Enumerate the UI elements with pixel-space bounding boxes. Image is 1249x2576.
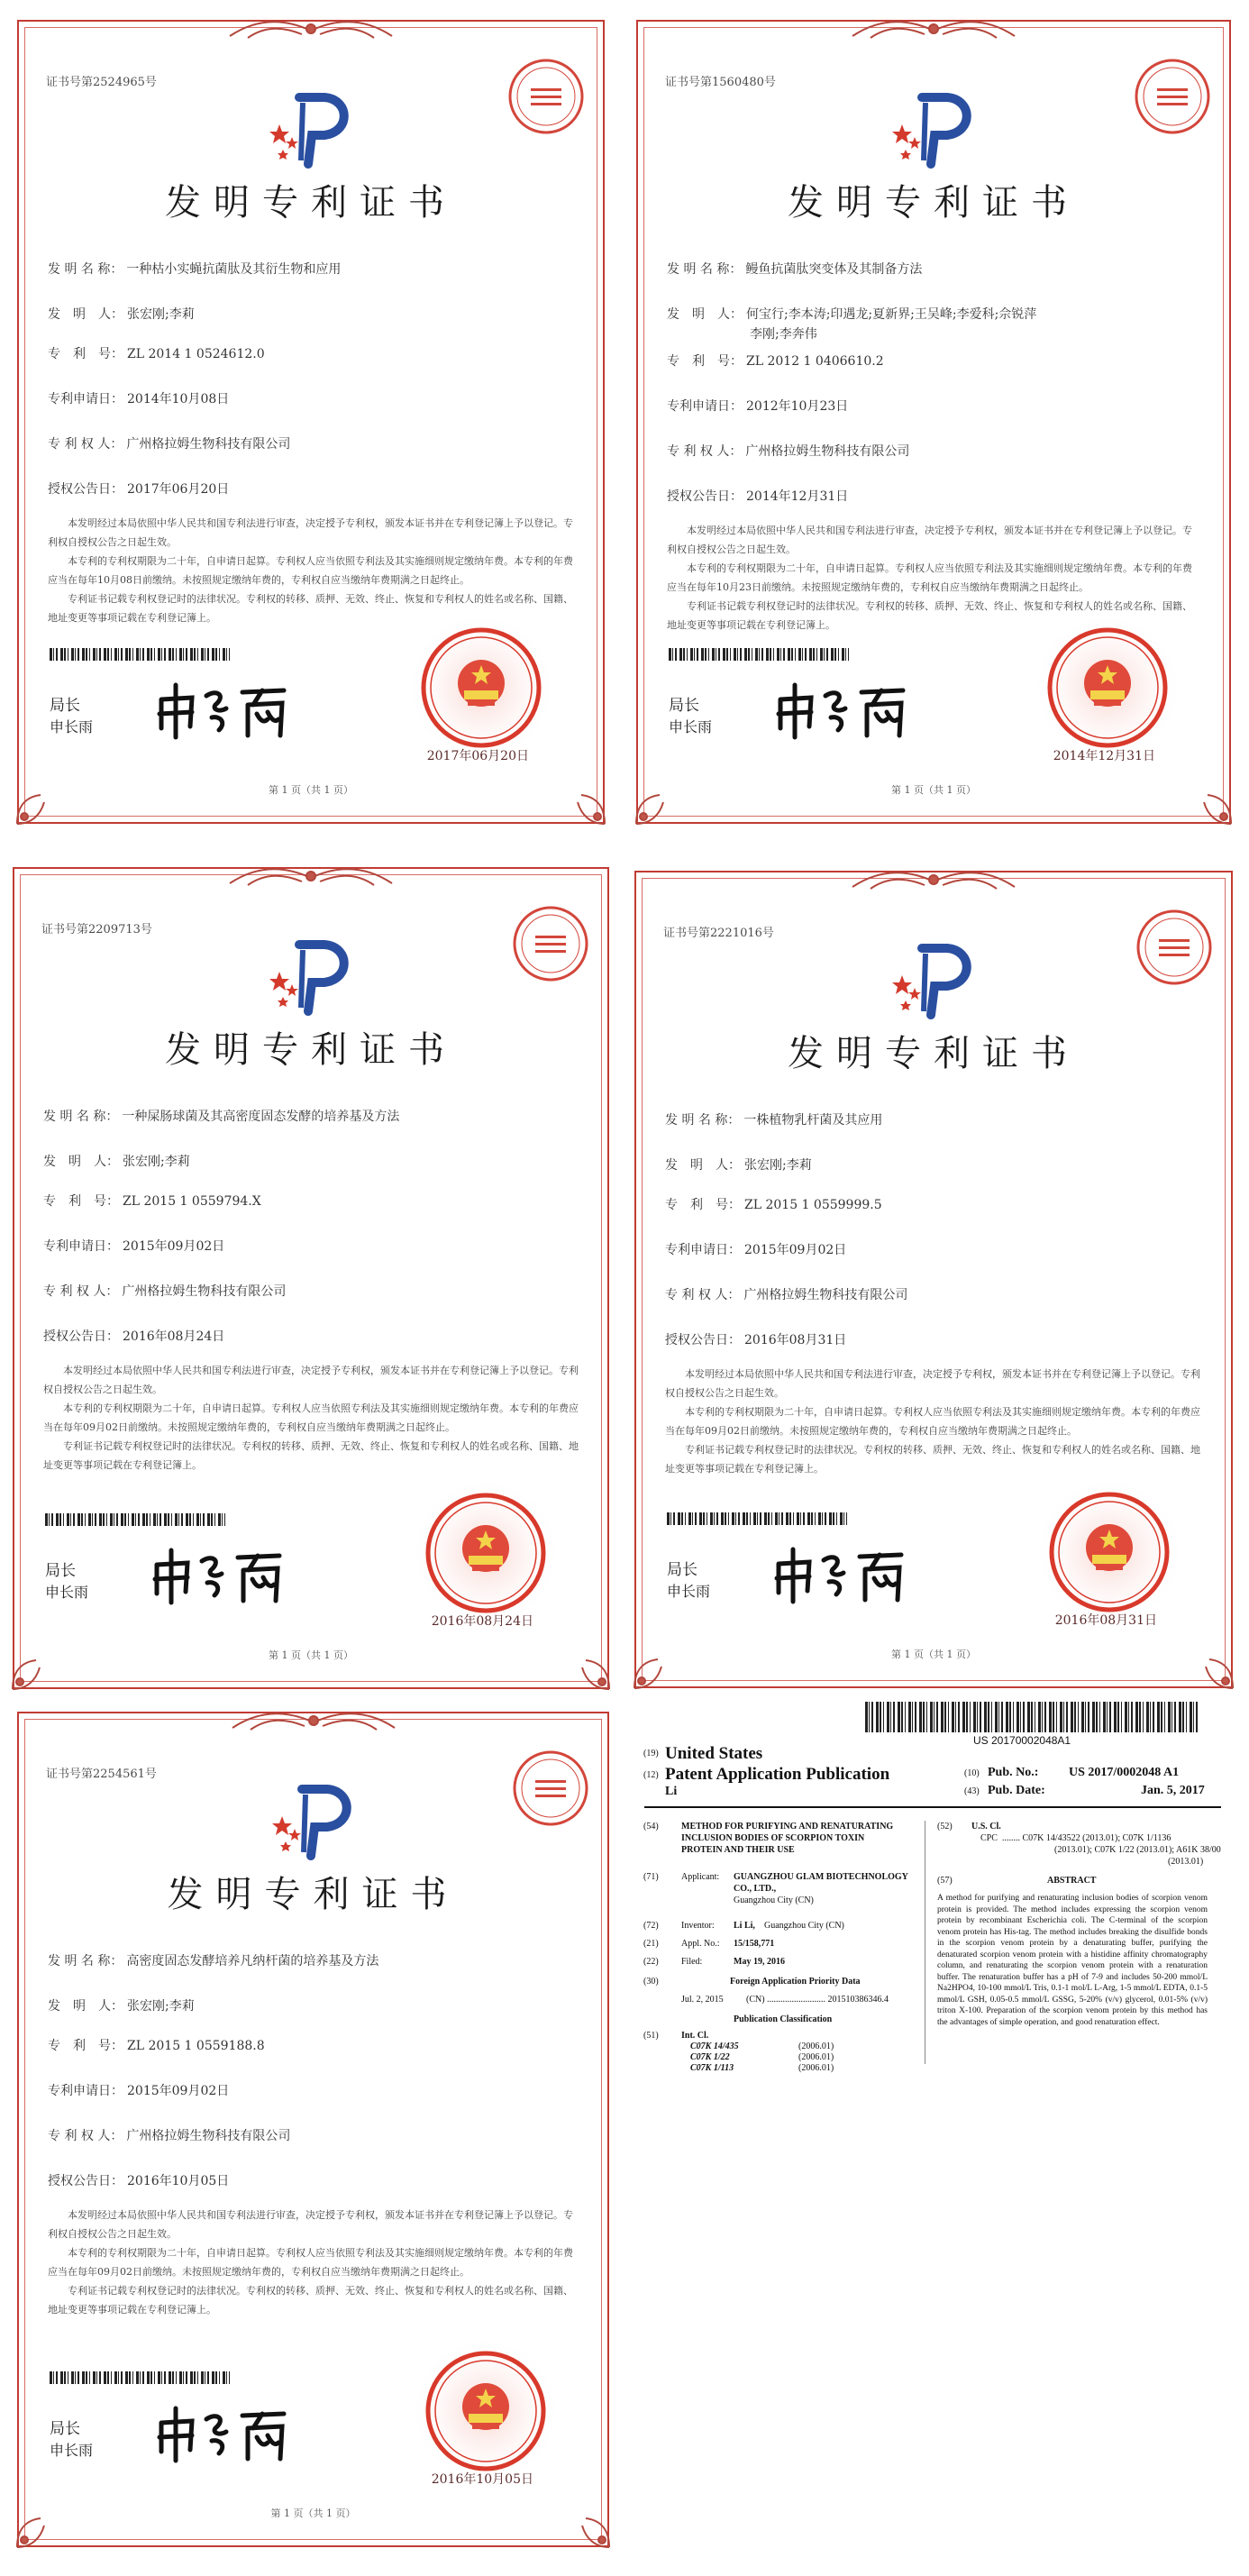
patent-certificate <box>631 867 1236 1692</box>
us-country: United States <box>665 1744 763 1763</box>
national-seal-icon <box>409 2334 562 2488</box>
top-ornament <box>221 16 401 43</box>
national-seal-icon <box>409 1476 562 1630</box>
commissioner-name: 申长雨 <box>45 1584 89 1601</box>
invention-name-field <box>48 1951 378 1969</box>
filed-date: May 19, 2016 <box>734 1957 785 1967</box>
filed-label: Filed: <box>681 1957 703 1967</box>
invention-label: 发 明 名 称： <box>48 262 123 277</box>
filing-date-label: 专利申请日： <box>48 2084 123 2098</box>
patent-number: ZL 2012 1 0406610.2 <box>746 354 884 369</box>
patentee-label: 专 利 权 人： <box>667 444 743 459</box>
inventor-names: 张宏刚;李莉 <box>127 307 195 322</box>
commissioner-signature-icon <box>768 672 921 744</box>
filing-date-field <box>665 1240 846 1258</box>
us-barcode-number: US 20170002048A1 <box>973 1734 1071 1747</box>
patent-number-label: 专 利 号： <box>43 1194 119 1209</box>
appl-no: 15/158,771 <box>734 1939 775 1949</box>
inventor-field <box>43 1152 190 1170</box>
certificate-number: 证书号第2209713号 <box>41 923 152 936</box>
filing-date: 2012年10月23日 <box>746 399 849 414</box>
intcl-row <box>690 2042 907 2052</box>
inventor-city: Guangzhou City (CN) <box>764 1921 844 1931</box>
intcl-date: (2006.01) <box>798 2052 834 2062</box>
certificate-title: 发明专利证书 <box>788 1033 1080 1074</box>
patent-number: ZL 2015 1 0559794.X <box>123 1194 261 1209</box>
commissioner-label: 局长 <box>669 697 699 715</box>
intcl-date: (2006.01) <box>798 2042 834 2051</box>
patent-certificate <box>9 863 613 1693</box>
body-paragraph: 本发明经过本局依照中华人民共和国专利法进行审查，决定授予专利权，颁发本证书并在专利登记簿上予以登记。专利权自授权公告之日起生效。 <box>48 2209 573 2240</box>
foreign-cn: (CN) .......................... 201510386346.4 <box>746 1995 889 2005</box>
cpc-label: CPC <box>980 1833 998 1843</box>
body-paragraph: 本专利的专利权期限为二十年，自申请日起算。专利权人应当依照专利法及其实施细则规定缴纳年费。本专利的年费应当在每年09月02日前缴纳。未按照规定缴纳年费的，专利权自应当缴纳年费期满之日起终止。 <box>665 1406 1200 1437</box>
commissioner-label: 局长 <box>45 1562 76 1580</box>
inventor-label: 发 明 人： <box>48 307 123 322</box>
invention-label: 发 明 名 称： <box>665 1113 741 1128</box>
patentee-field <box>48 2126 290 2144</box>
inventor-field <box>48 305 195 323</box>
code-71: (71) <box>643 1872 659 1882</box>
cnipa-logo-icon <box>264 1780 363 1861</box>
grant-date: 2014年12月31日 <box>746 489 849 504</box>
patentee: 广州格拉姆生物科技有限公司 <box>126 2129 291 2143</box>
patent-number: ZL 2015 1 0559188.8 <box>127 2039 265 2053</box>
code-57: (57) <box>937 1876 953 1886</box>
grant-date-label: 授权公告日： <box>48 2174 123 2188</box>
invention-name: 一种屎肠球菌及其高密度固态发酵的培养基及方法 <box>122 1110 400 1124</box>
patent-number-field <box>665 1195 882 1213</box>
commissioner-label: 局长 <box>50 2420 80 2438</box>
top-ornament <box>221 863 401 891</box>
page-number: 第 1 页（共 1 页） <box>270 2507 356 2519</box>
code-10: (10) <box>964 1768 980 1778</box>
grant-date-field <box>48 480 229 498</box>
patent-number-field <box>48 2036 265 2054</box>
grant-date-label: 授权公告日： <box>48 482 123 497</box>
filing-date: 2015年09月02日 <box>744 1243 847 1257</box>
patentee-field <box>48 434 290 452</box>
code-52: (52) <box>937 1822 953 1832</box>
page-number: 第 1 页（共 1 页） <box>269 784 353 796</box>
patent-number: ZL 2015 1 0559999.5 <box>744 1198 882 1212</box>
invention-name: 鳗鱼抗菌肽突变体及其制备方法 <box>745 262 923 277</box>
certificate-body <box>665 1365 1202 1478</box>
cnipa-logo-icon <box>884 88 983 169</box>
filing-date-field <box>48 2081 229 2099</box>
certificate-number: 证书号第2221016号 <box>663 927 774 940</box>
top-ornament <box>843 16 1024 43</box>
invention-name: 一种枯小实蝇抗菌肽及其衍生物和应用 <box>126 262 342 277</box>
code-51: (51) <box>643 2031 659 2041</box>
patentee: 广州格拉姆生物科技有限公司 <box>745 444 910 459</box>
us-title: METHOD FOR PURIFYING AND RENATURATING INCLUSION BODIES OF SCORPION TOXIN PROTEIN AND THEIR USE <box>681 1822 894 1855</box>
certificate-number: 证书号第1560480号 <box>665 76 776 89</box>
invention-label: 发 明 名 称： <box>667 262 743 277</box>
invention-name: 高密度固态发酵培养凡纳杆菌的培养基及方法 <box>126 1954 379 1969</box>
inventor-names: 张宏刚;李莉 <box>127 1999 195 2014</box>
grant-date-label: 授权公告日： <box>665 1333 741 1347</box>
cpc-line-3: (2013.01) <box>1168 1857 1204 1867</box>
seal-date: 2014年12月31日 <box>1053 749 1155 763</box>
commissioner-name: 申长雨 <box>50 718 94 735</box>
code-54: (54) <box>643 1822 659 1832</box>
inventor-names: 张宏刚;李莉 <box>744 1158 812 1173</box>
seal-date: 2016年10月05日 <box>431 2472 533 2487</box>
filing-date-label: 专利申请日： <box>667 399 743 414</box>
grant-date: 2017年06月20日 <box>127 482 230 497</box>
applicant-city: Guangzhou City (CN) <box>734 1895 814 1905</box>
certificate-body <box>48 2206 579 2319</box>
body-paragraph: 专利证书记载专利权登记时的法律状况。专利权的转移、质押、无效、终止、恢复和专利权人的姓名或名称、国籍、地址变更等事项记载在专利登记簿上。 <box>43 1440 579 1471</box>
inventor-label: 发 明 人： <box>665 1158 741 1173</box>
body-paragraph: 专利证书记载专利权登记时的法律状况。专利权的转移、质押、无效、终止、恢复和专利权人的姓名或名称、国籍、地址变更等事项记载在专利登记簿上。 <box>667 600 1192 631</box>
us-barcode <box>865 1702 1199 1732</box>
body-paragraph: 本发明经过本局依照中华人民共和国专利法进行审查，决定授予专利权，颁发本证书并在专利登记簿上予以登记。专利权自授权公告之日起生效。 <box>48 517 573 548</box>
code-19: (19) <box>643 1749 659 1758</box>
office-seal-icon <box>1134 58 1211 135</box>
invention-label: 发 明 名 称： <box>48 1954 123 1969</box>
inventor-field <box>667 305 1036 323</box>
intcl-code: C07K 14/435 <box>690 2042 739 2051</box>
intcl-code: C07K 1/22 <box>690 2052 730 2062</box>
certificate-barcode <box>45 1512 225 1525</box>
cnipa-logo-icon <box>261 936 360 1017</box>
us-header-rule <box>644 1806 1221 1808</box>
national-seal-icon <box>1033 1475 1186 1629</box>
us-pub-type: Patent Application Publication <box>665 1765 890 1784</box>
pub-no-label: Pub. No.: <box>988 1766 1039 1779</box>
commissioner-label: 局长 <box>667 1561 697 1579</box>
foreign-date: Jul. 2, 2015 <box>681 1995 724 2005</box>
body-paragraph: 本发明经过本局依照中华人民共和国专利法进行审查，决定授予专利权，颁发本证书并在专利登记簿上予以登记。专利权自授权公告之日起生效。 <box>665 1368 1200 1399</box>
commissioner-signature-icon <box>149 672 302 744</box>
abstract-text: A method for purifying and renaturating inclusion bodies of scorpion venom protein is provided. The method includes expressing the scorpion venom protein by recombinant Escherichia coli. The C-terminal of the scorpion venom protein has His-tag. The method includes breaking the disulfide bonds in the scorpion venom protein by a denaturating buffer, purifying the denaturated scorpion venom protein with a histidine affinity chromatography column, and renaturating the scorpion venom protein with a renaturation buffer. The renaturation buffer has a pH of 7-9 and includes 50-200 mmol/L Na2HPO4, 10-100 mmol/L Tris, 0.1-1 mol/L L-Arg, 1-5 mmol/L EDTA, 0.1-5 mmol/L GSH, 0.05-0.5 mmol/L GSSG, 5-20% (v/v) glycerol, 0.01-5% (v/v) triton X-100. Preparation of the scorpion venom protein by this method has the advantages of simple operation, and good renaturation effect. <box>937 1894 1208 2027</box>
commissioner-signature-icon <box>144 1538 297 1610</box>
code-22: (22) <box>643 1957 659 1967</box>
code-72: (72) <box>643 1921 659 1931</box>
grant-date-field <box>43 1327 224 1345</box>
grant-date-label: 授权公告日： <box>667 489 743 504</box>
patentee: 广州格拉姆生物科技有限公司 <box>122 1284 287 1299</box>
office-seal-icon <box>507 58 585 135</box>
inventor: Li Li, <box>734 1921 755 1931</box>
applicant: GUANGZHOU GLAM BIOTECHNOLOGY CO., LTD., <box>734 1872 908 1894</box>
page-number: 第 1 页（共 1 页） <box>269 1649 353 1661</box>
code-30: (30) <box>643 1977 659 1987</box>
inventor-label: 发 明 人： <box>667 307 743 322</box>
top-ornament <box>843 867 1024 894</box>
patentee-label: 专 利 权 人： <box>665 1288 741 1302</box>
patent-certificate <box>633 16 1235 827</box>
abstract-heading: ABSTRACT <box>1047 1876 1097 1886</box>
inventor-label: 发 明 人： <box>48 1999 123 2014</box>
patentee: 广州格拉姆生物科技有限公司 <box>743 1288 908 1302</box>
filing-date: 2015年09月02日 <box>127 2084 230 2098</box>
grant-date-field <box>667 487 848 505</box>
certificate-barcode <box>667 1512 847 1524</box>
office-seal-icon <box>512 1749 589 1827</box>
certificate-title: 发明专利证书 <box>788 182 1080 224</box>
intcl-row <box>690 2063 907 2074</box>
body-paragraph: 本发明经过本局依照中华人民共和国专利法进行审查，决定授予专利权，颁发本证书并在专利登记簿上予以登记。专利权自授权公告之日起生效。 <box>43 1365 579 1395</box>
applicant-label: Applicant: <box>681 1872 720 1882</box>
inventor-label: Inventor: <box>681 1921 715 1931</box>
pub-date-label: Pub. Date: <box>988 1784 1045 1797</box>
filing-date-field <box>48 389 229 407</box>
uscl-label: U.S. Cl. <box>971 1822 1001 1832</box>
top-ornament <box>223 1708 404 1735</box>
office-seal-icon <box>512 905 589 982</box>
certificate-title: 发明专利证书 <box>165 1029 457 1071</box>
inventor-field <box>665 1156 812 1174</box>
patent-number-field <box>48 344 265 362</box>
filing-date-field <box>43 1237 224 1255</box>
certificate-barcode <box>50 647 230 660</box>
patentee-field <box>665 1285 907 1303</box>
cpc-line-1: ........ C07K 14/43522 (2013.01); C07K 1/1136 <box>1002 1833 1172 1843</box>
intcl-label: Int. Cl. <box>681 2031 709 2041</box>
filing-date: 2014年10月08日 <box>127 392 230 406</box>
pub-date: Jan. 5, 2017 <box>1141 1784 1205 1797</box>
filing-date: 2015年09月02日 <box>123 1239 225 1254</box>
intcl-code: C07K 1/113 <box>690 2063 734 2073</box>
invention-name-field <box>43 1107 399 1125</box>
commissioner-signature-icon <box>766 1537 919 1609</box>
body-paragraph: 专利证书记载专利权登记时的法律状况。专利权的转移、质押、无效、终止、恢复和专利权人的姓名或名称、国籍、地址变更等事项记载在专利登记簿上。 <box>48 2285 573 2316</box>
invention-name-field <box>667 260 922 278</box>
national-seal-icon <box>405 611 558 764</box>
invention-name-field <box>48 260 341 278</box>
inventor-names-line-2: 李刚;李奔伟 <box>750 327 817 342</box>
body-paragraph: 本专利的专利权期限为二十年，自申请日起算。专利权人应当依照专利法及其实施细则规定缴纳年费。本专利的年费应当在每年10月23日前缴纳。未按照规定缴纳年费的，专利权自应当缴纳年费期满之日起终止。 <box>667 562 1192 593</box>
office-seal-icon <box>1135 909 1213 986</box>
certificate-number: 证书号第2524965号 <box>46 76 157 89</box>
certificate-body <box>667 521 1200 635</box>
grant-date-label: 授权公告日： <box>43 1329 119 1344</box>
patentee-label: 专 利 权 人： <box>43 1284 119 1299</box>
patent-certificate <box>14 16 608 827</box>
body-paragraph: 专利证书记载专利权登记时的法律状况。专利权的转移、质押、无效、终止、恢复和专利权人的姓名或名称、国籍、地址变更等事项记载在专利登记簿上。 <box>48 593 573 624</box>
code-43: (43) <box>964 1786 980 1796</box>
code-21: (21) <box>643 1939 659 1949</box>
certificate-body <box>43 1361 579 1475</box>
invention-name: 一株植物乳杆菌及其应用 <box>743 1113 883 1128</box>
patent-certificate <box>14 1708 613 2551</box>
publication-classification-heading: Publication Classification <box>734 2014 833 2024</box>
filing-date-label: 专利申请日： <box>48 392 123 406</box>
patent-number: ZL 2014 1 0524612.0 <box>127 347 265 361</box>
commissioner-signature-icon <box>149 2396 302 2468</box>
body-paragraph: 本专利的专利权期限为二十年，自申请日起算。专利权人应当依照专利法及其实施细则规定缴纳年费。本专利的年费应当在每年09月02日前缴纳。未按照规定缴纳年费的，专利权自应当缴纳年费期满之日起终止。 <box>43 1402 579 1433</box>
patentee-label: 专 利 权 人： <box>48 437 123 452</box>
commissioner-name: 申长雨 <box>50 2442 94 2459</box>
patent-number-label: 专 利 号： <box>665 1198 741 1212</box>
seal-date: 2016年08月24日 <box>431 1614 533 1629</box>
grant-date: 2016年08月31日 <box>744 1333 847 1347</box>
patentee-field <box>667 442 909 460</box>
filing-date-field <box>667 397 848 415</box>
code-12: (12) <box>643 1770 659 1780</box>
inventor-names: 张宏刚;李莉 <box>123 1155 190 1169</box>
certificate-title: 发明专利证书 <box>167 1874 460 1915</box>
commissioner-name: 申长雨 <box>669 718 713 735</box>
body-paragraph: 本专利的专利权期限为二十年，自申请日起算。专利权人应当依照专利法及其实施细则规定缴纳年费。本专利的年费应当在每年09月02日前缴纳。未按照规定缴纳年费的，专利权自应当缴纳年费期满之日起终止。 <box>48 2247 573 2278</box>
appl-label: Appl. No.: <box>681 1939 720 1949</box>
invention-label: 发 明 名 称： <box>43 1110 119 1124</box>
patent-number-field <box>43 1192 261 1210</box>
inventor-field <box>48 1996 195 2014</box>
patentee: 广州格拉姆生物科技有限公司 <box>126 437 291 452</box>
inventor-label: 发 明 人： <box>43 1155 119 1169</box>
intcl-row <box>690 2052 907 2063</box>
grant-date-field <box>48 2171 229 2189</box>
patent-number-label: 专 利 号： <box>48 2039 123 2053</box>
seal-date: 2016年08月31日 <box>1054 1613 1157 1628</box>
seal-date: 2017年06月20日 <box>426 749 529 763</box>
grant-date-field <box>665 1330 846 1348</box>
body-paragraph: 专利证书记载专利权登记时的法律状况。专利权的转移、质押、无效、终止、恢复和专利权人的姓名或名称、国籍、地址变更等事项记载在专利登记簿上。 <box>665 1444 1200 1475</box>
patentee-field <box>43 1282 286 1300</box>
patent-number-label: 专 利 号： <box>667 354 743 369</box>
certificate-title: 发明专利证书 <box>165 182 457 224</box>
cnipa-logo-icon <box>261 88 360 169</box>
grant-date: 2016年10月05日 <box>127 2174 230 2188</box>
grant-date: 2016年08月24日 <box>123 1329 225 1344</box>
certificate-body <box>48 514 574 627</box>
cpc-line-2: (2013.01); C07K 1/22 (2013.01); A61K 38/00 <box>1054 1845 1221 1855</box>
inventor-names: 何宝行;李本涛;印遇龙;夏新界;王吴峰;李爱科;佘锐萍 <box>746 307 1037 322</box>
page-number: 第 1 页（共 1 页） <box>891 784 976 796</box>
body-paragraph: 本发明经过本局依照中华人民共和国专利法进行审查，决定授予专利权，颁发本证书并在专利登记簿上予以登记。专利权自授权公告之日起生效。 <box>667 525 1192 555</box>
body-paragraph: 本专利的专利权期限为二十年，自申请日起算。专利权人应当依照专利法及其实施细则规定缴纳年费。本专利的年费应当在每年10月08日前缴纳。未按照规定缴纳年费的，专利权自应当缴纳年费期满之日起终止。 <box>48 555 573 586</box>
certificate-barcode <box>50 2370 230 2383</box>
patent-number-label: 专 利 号： <box>48 347 123 361</box>
cnipa-logo-icon <box>884 939 983 1020</box>
page-number: 第 1 页（共 1 页） <box>891 1649 976 1660</box>
invention-name-field <box>665 1110 882 1128</box>
certificate-number: 证书号第2254561号 <box>46 1768 157 1781</box>
certificate-barcode <box>669 647 849 660</box>
commissioner-label: 局长 <box>50 697 80 715</box>
pub-no: US 2017/0002048 A1 <box>1069 1766 1180 1779</box>
us-author: Li <box>665 1785 678 1798</box>
commissioner-name: 申长雨 <box>667 1583 711 1600</box>
intcl-date: (2006.01) <box>798 2063 834 2073</box>
patent-number-field <box>667 352 884 370</box>
us-patent-document <box>640 1694 1226 2163</box>
filing-date-label: 专利申请日： <box>43 1239 119 1254</box>
patentee-label: 专 利 权 人： <box>48 2129 123 2143</box>
foreign-priority-heading: Foreign Application Priority Data <box>730 1977 861 1987</box>
filing-date-label: 专利申请日： <box>665 1243 741 1257</box>
